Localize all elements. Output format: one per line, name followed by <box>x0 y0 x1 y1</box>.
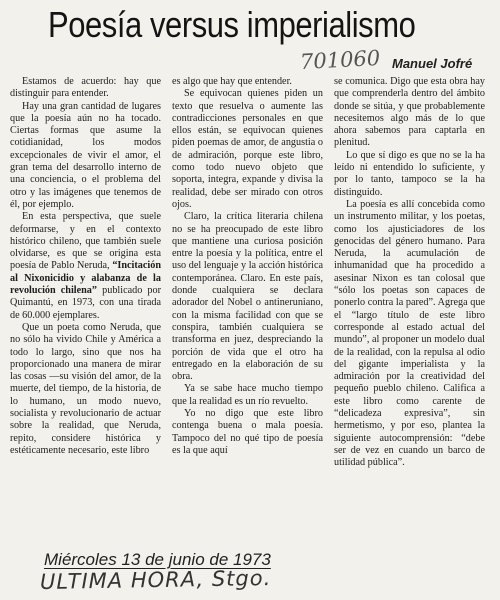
paragraph: se comunica. Digo que esta obra hay que comprenderla dentro del ámbito donde se sitúa, y que probablemente necesitemos algo más de lo que ahora sabemos para captarla en plenitud. <box>334 76 485 149</box>
article-title: Poesía versus imperialismo <box>48 4 416 45</box>
paragraph: Que un poeta como Neruda, que no sólo ha vivido Chile y América a todo lo largo, sino que nos ha proporcionado una manera de mirar las cosas —su visión del amor, de la muerte, del tiempo, de la historia, de lo humano, un modo nuevo, socialista y revolucionario de actuar sobre la realidad, que Neruda, repito, considere histórica y estéticamente necesario, este libro <box>10 321 161 456</box>
paragraph: Se equivocan quienes piden un texto que resuelva o aumente las contradicciones personales en que ellos están, se equivocan quienes piden poemas de amor, de angustia o de admiración, porque este libro, como todo nuevo objeto que soporta, integra, expande y divisa la realidad, debe ser mirado con otros ojos. <box>172 88 323 210</box>
text-column-2 <box>172 76 323 540</box>
paragraph: Lo que sí digo es que no se la ha leído ni entendido lo suficiente, y por lo tanto, tampoco se la ha distinguido. <box>334 149 485 198</box>
author-byline: Manuel Jofré <box>392 56 473 71</box>
handwritten-catalog-number: 701060 <box>299 45 381 75</box>
book-title: “Incitación al Nixonicidio y alabanza de la revolución chilena” <box>10 260 161 297</box>
paragraph: Ya se sabe hace mucho tiempo que la realidad es un río revuelto. <box>172 383 323 407</box>
paragraph: La poesía es allí concebida como un instrumento militar, y los poetas, como los ajusticiadores de los genocidas del género humano. Para Neruda, la acumulación de inhumanidad que ha procedido a asesinar Nixon es tan colosal que “sólo los poetas son capaces de ponerlo contra la pared”. Agrega que el “largo título de este libro corresponde al estado actual del mundo”, al proponer un modelo dual de la realidad, con la repulsa al odio del gigante imperialista y la admiración por la creatividad del pequeño pueblo chileno. Califica a este libro como carente de “delicadeza expresiva”, sin hermetismo, y por eso, plantea la siguiente autocomprensión: “debe ser de vez en cuando un barco de utilidad pública”. <box>334 198 485 469</box>
paragraph: es algo que hay que entender. <box>172 76 292 87</box>
paragraph: Yo no digo que este libro contenga buena o mala poesía. Tampoco del no qué tipo de poesía es la que aquí <box>172 408 323 456</box>
text-column-1 <box>10 76 161 540</box>
text-column-3 <box>334 76 485 540</box>
handwritten-source-note: ULTIMA HORA, Stgo. <box>39 565 272 595</box>
paragraph-text: En esta perspectiva, que suele deformarse, y en el contexto histórico chileno, que también suele olvidarse, es que se origina esta poesía de Pablo Neruda, <box>10 211 161 272</box>
publication-dateline: Miércoles 13 de junio de 1973 <box>44 550 271 569</box>
paragraph: Hay una gran cantidad de lugares que la poesía aún no ha tocado. Ciertas formas que asume la cotidianidad, los modos excepcionales de vivir el amor, el gran tema del desarrollo interno de una conciencia, o el problema del otro y las imágenes que tenemos de él, por ejemplo. <box>10 100 161 210</box>
paragraph: Estamos de acuerdo: hay que distinguir para entender. <box>10 76 161 100</box>
paragraph <box>10 211 161 322</box>
paragraph: Claro, la crítica literaria chilena no se ha preocupado de este libro que mantiene una curiosa posición entre la poesía y la política, entre el uso del lenguaje y la acción histórica contemporánea. Claro. En este país, donde cualquiera se declara adorador del Nobel o antineruniano, con la misma facilidad con que se conspira, también cualquiera se transforma en juez, despreciando la porción de vida que el otro ha entregado en la elaboración de su obra. <box>172 211 323 383</box>
paragraph-text: publicado por Quimantú, en 1973, con una tirada de 60.000 ejemplares. <box>10 285 161 321</box>
